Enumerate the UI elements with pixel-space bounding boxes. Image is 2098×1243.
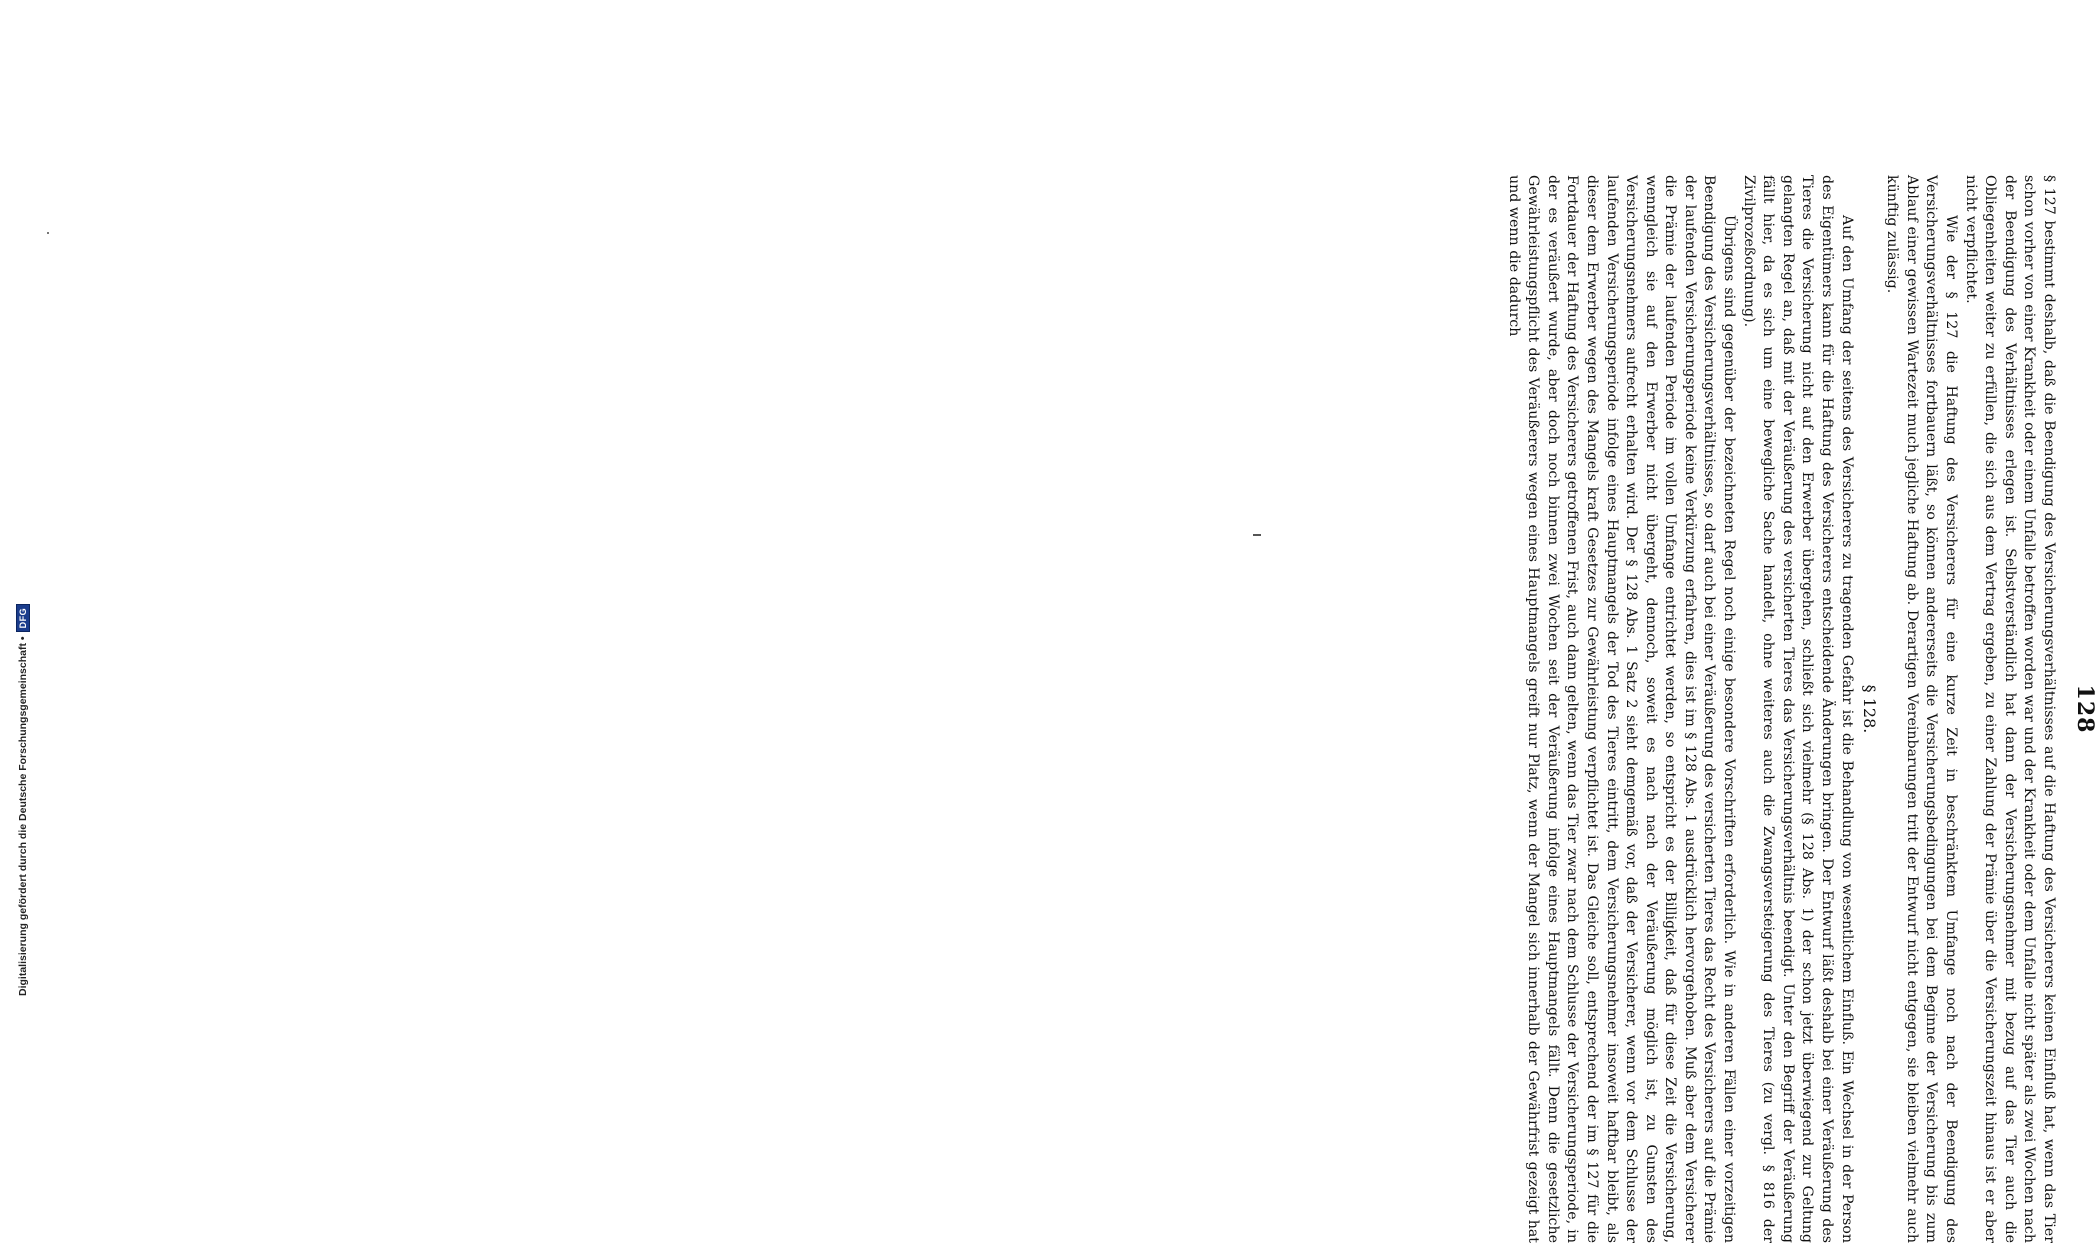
paragraph-2: Wie der § 127 die Haftung des Versicherers für eine kurze Zeit in beschränktem Umfange noch nach der Beendigung des Versicherungsverhältnisses fortbauern läßt, so können andererseits die Versicherungsbedingungen bei dem Beginne der Versicherung bis zum Ablauf einer gewissen Wartezeit much jegliche Haftung ab. Derartigen Vereinbarungen tritt der Entwurf nicht entgegen, sie bleiben vielmehr auch künftig zulässig. bbox=[1884, 175, 1960, 1243]
paragraph-4: Übrigens sind gegenüber der bezeichneten Regel noch einige besondere Vorschriften erforderlich. Wie in anderen Fällen einer vorzeitigen Beendigung des Versicherungsverhältnisses, so darf auch bei einer Veräußerung des versicherten Tieres das Recht des Versicherers auf die Prämie der laufenden Versicherungsperiode keine Verkürzung erfahren, dies ist im § 128 Abs. 1 ausdrücklich hervorgehoben. Muß aber dem Versicherer die Prämie der laufenden Periode im vollen Umfange entrichtet werden, so entspricht es der Billigkeit, daß für diese Zeit die Versicherung, wenngleich sie auf den Erwerber nicht übergeht, dennoch, soweit es nach nach der Veräußerung möglich ist, zu Gunsten des Versicherungsnehmers aufrecht erhalten wird. Der § 128 Abs. 1 Satz 2 sieht demgemäß vor, daß der Versicherer, wenn vor dem Schlusse der laufenden Versicherungsperiode infolge eines Hauptmangels der Tod des Tieres eintritt, dem Versicherungsnehmer insoweit haftbar bleibt, als dieser dem Erwerber wegen des Mangels kraft Gesetzes zur Gewährleistung verpflichtet ist. Das Gleiche soll, entsprechend der im § 127 für die Fortdauer der Haftung des Versicherers getroffenen Frist, auch dann gelten, wenn das Tier zwar nach dem Schlusse der Versicherungsperiode, in der es veräußert wurde, aber doch noch binnen zwei Wochen seit der Veräußerung infolge eines Hauptmangels fällt. Denn die gesetzliche Gewährleistungspflicht des Veräußerers wegen eines Hauptmangels greift nur Platz, wenn der Mangel sich innerhalb der Gewährfrist gezeigt hat und wenn die dadurch bbox=[1505, 175, 1738, 1243]
document-page bbox=[1218, 175, 2098, 1243]
section-heading: § 128. bbox=[1859, 684, 1879, 734]
body-text bbox=[1503, 175, 2058, 1243]
dfg-logo: DFG bbox=[16, 604, 30, 633]
paragraph-3: Auf den Umfang der seitens des Versicherers zu tragenden Gefahr ist die Behandlung von wesentlichem Einfluß. Ein Wechsel in der Person des Eigentümers kann für die Haftung des Versicherers entscheidende Änderungen bringen. Der Entwurf läßt deshalb bei einer Veräußerung des Tieres die Versicherung nicht auf den Erwerber übergehen, schließt sich vielmehr (§ 128 Abs. 1) der schon jetzt überwiegend zur Geltung gelangten Regel an, daß mit der Veräußerung des versicherten Tieres das Versicherungsverhältnis beendigt. Unter den Begriff der Veräußerung fällt hier, da es sich um eine bewegliche Sache handelt, ohne weiteres auch die Zwangsversteigerung des Tieres (zu vergl. § 816 der Zivilprozeßordnung). bbox=[1740, 175, 1855, 1243]
page-content bbox=[1218, 175, 2098, 1243]
credit-text: Digitalisierung gefördert durch die Deutsche Forschungsgemeinschaft • bbox=[17, 636, 29, 996]
paragraph-1: § 127 bestimmt deshalb, daß die Beendigung des Versicherungsverhältnisses auf die Haftung des Versicherers keinen Einfluß hat, wenn das Tier schon vorher von einer Krankheit oder einem Unfalle betroffen worden war und der Krankheit oder dem Unfalle nicht später als zwei Wochen nach der Beendigung des Verhältnisses erlegen ist. Selbstverständlich hat dann der Versicherungsnehmer mit bezug auf das Tier auch die Obliegenheiten weiter zu erfüllen, die sich aus dem Vertrag ergeben, zu einer Zahlung der Prämie über die Versicherungszeit hinaus ist er aber nicht verpflichtet. bbox=[1962, 175, 2057, 1243]
page-number: 128 bbox=[2072, 684, 2098, 734]
digitization-credit bbox=[0, 606, 30, 996]
scan-speck bbox=[47, 232, 49, 234]
